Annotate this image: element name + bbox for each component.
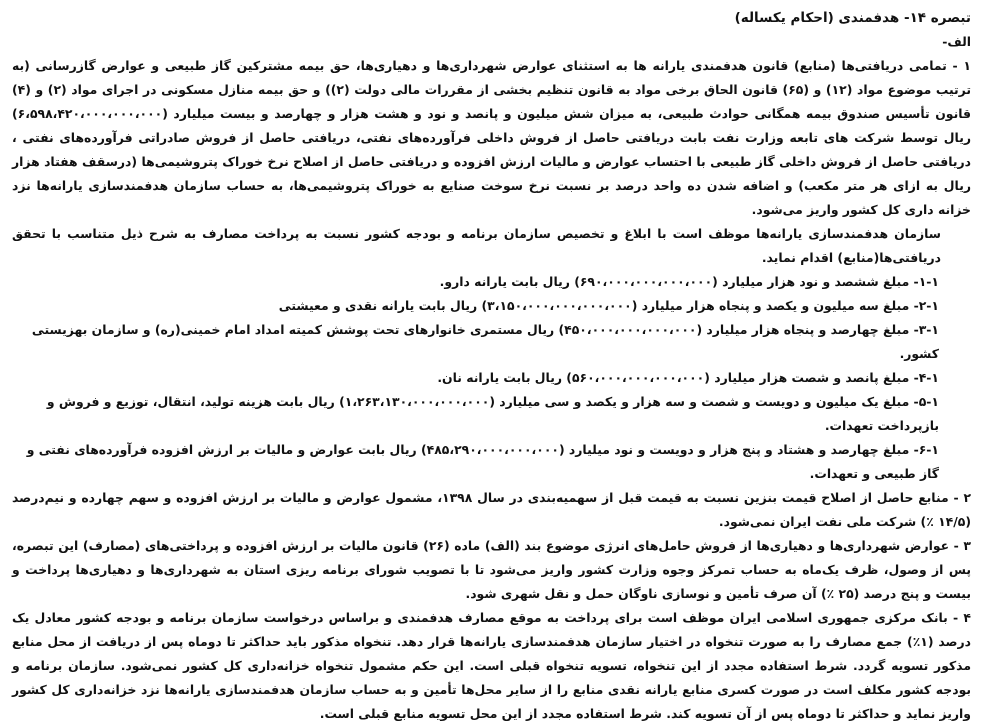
paragraph-2: ۲ - منابع حاصل از اصلاح قیمت بنزین نسبت به قیمت قبل از سهمیه‌بندی در سال ۱۳۹۸، مشمول عوارض و مالیات بر ارزش افزوده و سهم چهارده و نیم‌درصد (۱۴/۵ ٪) شرکت ملی نفت ایران نمی‌شود. xyxy=(12,490,972,529)
allocation-item-2: ۲-۱- مبلغ سه میلیون و یکصد و پنجاه هزار میلیارد (۳،۱۵۰،۰۰۰،۰۰۰،۰۰۰،۰۰۰) ریال بابت یارانه نقدی و معیشتی xyxy=(278,298,939,313)
paragraph-1: ۱ - تمامی دریافتی‌ها (منابع) قانون هدفمندی یارانه ها به استثنای عوارض شهرداری‌ها و دهیاری‌ها، حق بیمه مشترکین گاز طبیعی و عوارض گازرسانی (به ترتیب موضوع مواد (۱۲) و (۶۵) قانون الحاق برخی مواد به قانون تنظیم بخشی از مقررات مالی دولت (۲)) و حق بیمه منازل مسکونی در اجرای مواد (۲) و (۴) قانون تأسیس صندوق بیمه همگانی حوادث طبیعی، به میزان شش میلیون و پانصد و نود و هشت هزار و چهارصد و بیست میلیارد (۶،۵۹۸،۴۲۰،۰۰۰،۰۰۰،۰۰۰) ریال توسط شرکت های تابعه وزارت نفت بابت دریافتی حاصل از فروش داخلی فرآورده‌های نفتی، دریافتی حاصل از فروش صادراتی فرآورده‌های نفتی ، دریافتی حاصل از فروش داخلی گاز طبیعی با احتساب عوارض و مالیات ارزش افزوده و دریافتی حاصل از اصلاح نرخ خوراک پتروشیمی‌ها (درسقف هفتاد هزار ریال به ازای هر متر مکعب) و اضافه شدن ده واحد درصد بر نسبت نرخ سوخت صنایع به خوراک پتروشیمی‌ها، به حساب سازمان هدفمندسازی یارانه‌ها نزد خزانه داری کل کشور واریز می‌شود. xyxy=(12,58,972,217)
document-title: تبصره ۱۴- هدفمندی (احکام یکساله) xyxy=(734,10,971,26)
allocation-item-3: ۳-۱- مبلغ چهارصد و پنجاه هزار میلیارد (۴۵۰،۰۰۰،۰۰۰،۰۰۰،۰۰۰) ریال مستمری خانوارهای تحت پوشش کمیته امداد امام خمینی(ره) و سازمان بهزیستی کشور. xyxy=(31,322,939,361)
paragraph-4: ۴ - بانک مرکزی جمهوری اسلامی ایران موظف است برای پرداخت به موقع مصارف هدفمندی و براساس درخواست سازمان برنامه و بودجه کشور معادل یک درصد (۱٪) جمع مصارف را به صورت تنخواه در اختیار سازمان هدفمندسازی یارانه‌ها قرار دهد. تنخواه مذکور باید حداکثر تا دوماه پس از دریافت از محل منابع مذکور تسویه گردد. شرط استفاده مجدد از این تنخواه، تسویه تنخواه قبلی است. این حکم مشمول تنخواه خزانه‌داری کل کشور نمی‌شود. سازمان برنامه و بودجه کشور مکلف است در صورت کسری منابع یارانه نقدی منابع را از سایر محل‌ها تأمین و به حساب سازمان هدفمندسازی یارانه‌ها نزد خزانه‌داری کل کشور واریز نماید و حداکثر تا دوماه پس از آن تسویه کند. شرط استفاده مجدد از این محل تسویه منابع قبلی است. xyxy=(12,610,971,721)
allocation-item-5: ۵-۱- مبلغ یک میلیون و دویست و شصت و سه هزار و یکصد و سی میلیارد (۱،۲۶۳،۱۳۰،۰۰۰،۰۰۰،۰۰۰) ریال بابت هزینه تولید، انتقال، توزیع و فروش و بازپرداخت تعهدات. xyxy=(46,394,939,433)
allocation-intro: سازمان هدفمندسازی یارانه‌ها موظف است با ابلاغ و تخصیص سازمان برنامه و بودجه کشور نسبت به پرداخت مصارف به شرح ذیل متناسب با تحقق دریافتی‌ها(منابع) اقدام نماید. xyxy=(12,226,941,265)
section-label: الف- xyxy=(942,34,971,49)
allocation-item-4: ۴-۱- مبلغ پانصد و شصت هزار میلیارد (۵۶۰،۰۰۰،۰۰۰،۰۰۰،۰۰۰) ریال بابت یارانه نان. xyxy=(437,370,939,385)
allocation-item-1: ۱-۱- مبلغ ششصد و نود هزار میلیارد (۶۹۰،۰۰۰،۰۰۰،۰۰۰،۰۰۰) ریال بابت یارانه دارو. xyxy=(439,274,939,289)
paragraph-3: ۳ - عوارض شهرداری‌ها و دهیاری‌ها از فروش حامل‌های انرژی موضوع بند (الف) ماده (۲۶) قانون مالیات بر ارزش افزوده و پرداختی‌های (مصارف) این تبصره، پس از وصول، ظرف یک‌ماه به حساب تمرکز وجوه وزارت کشور واریز می‌شود تا با تصویب شورای برنامه ریزی استان به شهرداری‌ها و دهیاری‌ها پرداخت و بیست و پنج درصد (۲۵ ٪) آن صرف تأمین و نوسازی ناوگان حمل و نقل شهری شود. xyxy=(12,538,971,601)
allocation-item-6: ۶-۱- مبلغ چهارصد و هشتاد و پنج هزار و دویست و نود میلیارد (۴۸۵،۲۹۰،۰۰۰،۰۰۰،۰۰۰) ریال بابت عوارض و مالیات بر ارزش افزوده فرآورده‌های نفتی و گاز طبیعی و تعهدات. xyxy=(26,442,939,481)
